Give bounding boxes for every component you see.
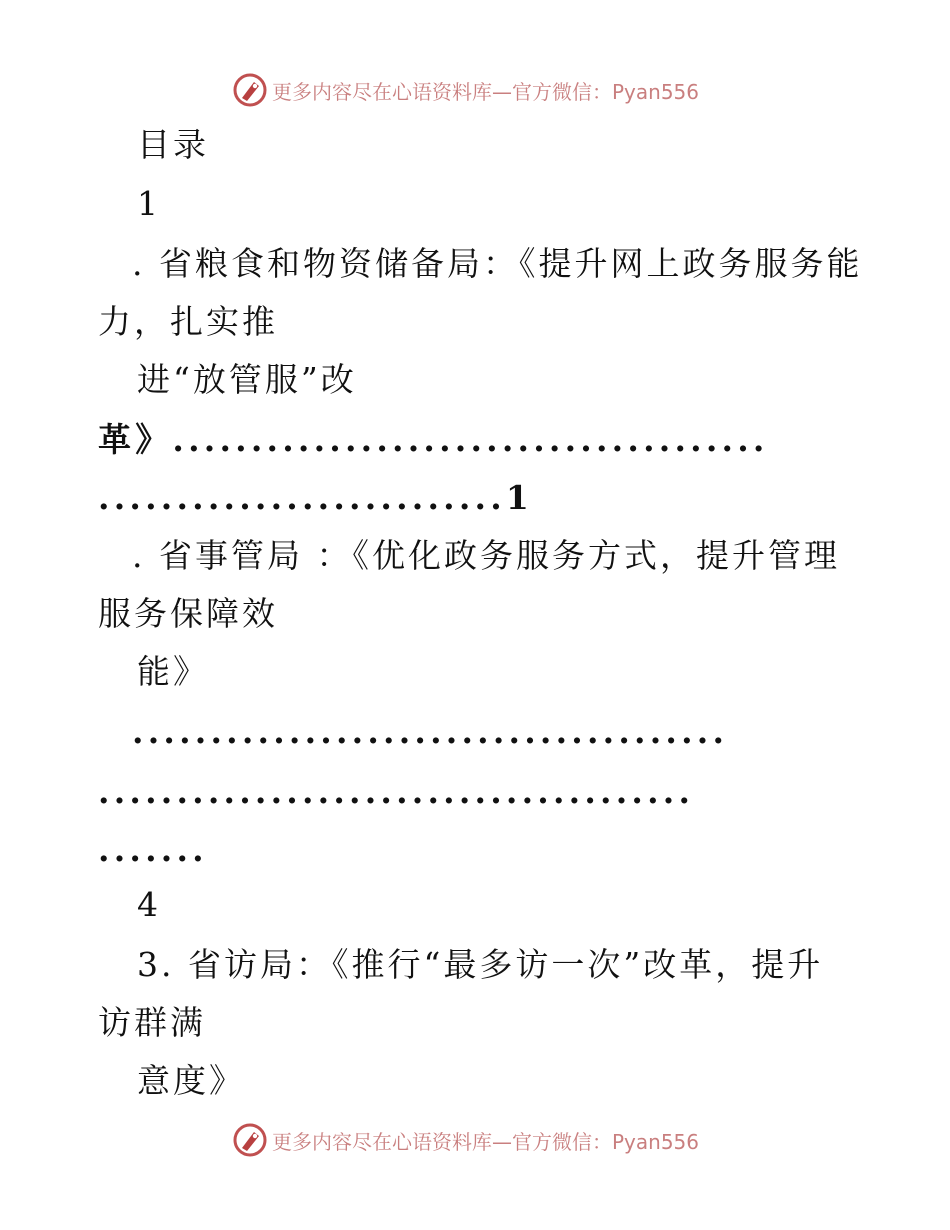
watermark-footer — [232, 1120, 699, 1160]
pen-nib-logo-icon — [232, 1122, 268, 1158]
toc-entry-page: 4 — [137, 885, 161, 924]
toc-entry-number: 1 — [137, 184, 161, 223]
toc-entry-title-cont: 进“放管服”改 — [137, 360, 357, 399]
toc-entry-leader: 革》...................................... — [98, 420, 769, 459]
watermark-text: 更多内容尽在心语资料库—官方微信：Pyan556 — [272, 1129, 700, 1154]
toc-heading: 目录 — [137, 125, 209, 164]
toc-entry-title-cont: 力，扎实推 — [98, 302, 278, 341]
toc-entry-title: . 省粮食和物资储备局：《提升网上政务服务能 — [132, 244, 863, 283]
toc-entry-leader: ...................................... — [132, 712, 729, 751]
watermark-header — [232, 70, 699, 110]
toc-entry-title: . 省事管局 ：《优化政务服务方式，提升管理 — [132, 536, 840, 575]
toc-entry-title-cont: 意度》 — [137, 1061, 245, 1100]
toc-entry-title-cont: 服务保障效 — [98, 594, 278, 633]
toc-entry-leader: ...................................... — [98, 772, 695, 811]
toc-entry-leader: ....... — [98, 830, 208, 869]
pen-nib-logo-icon — [232, 72, 268, 108]
toc-entry-title: 3. 省访局：《推行“最多访一次”改革，提升 — [137, 945, 824, 984]
toc-entry-title-cont: 能》 — [137, 652, 209, 691]
toc-entry-leader-page: ..........................1 — [98, 478, 534, 517]
toc-entry-title-cont: 访群满 — [98, 1003, 206, 1042]
watermark-text: 更多内容尽在心语资料库—官方微信：Pyan556 — [272, 79, 700, 104]
